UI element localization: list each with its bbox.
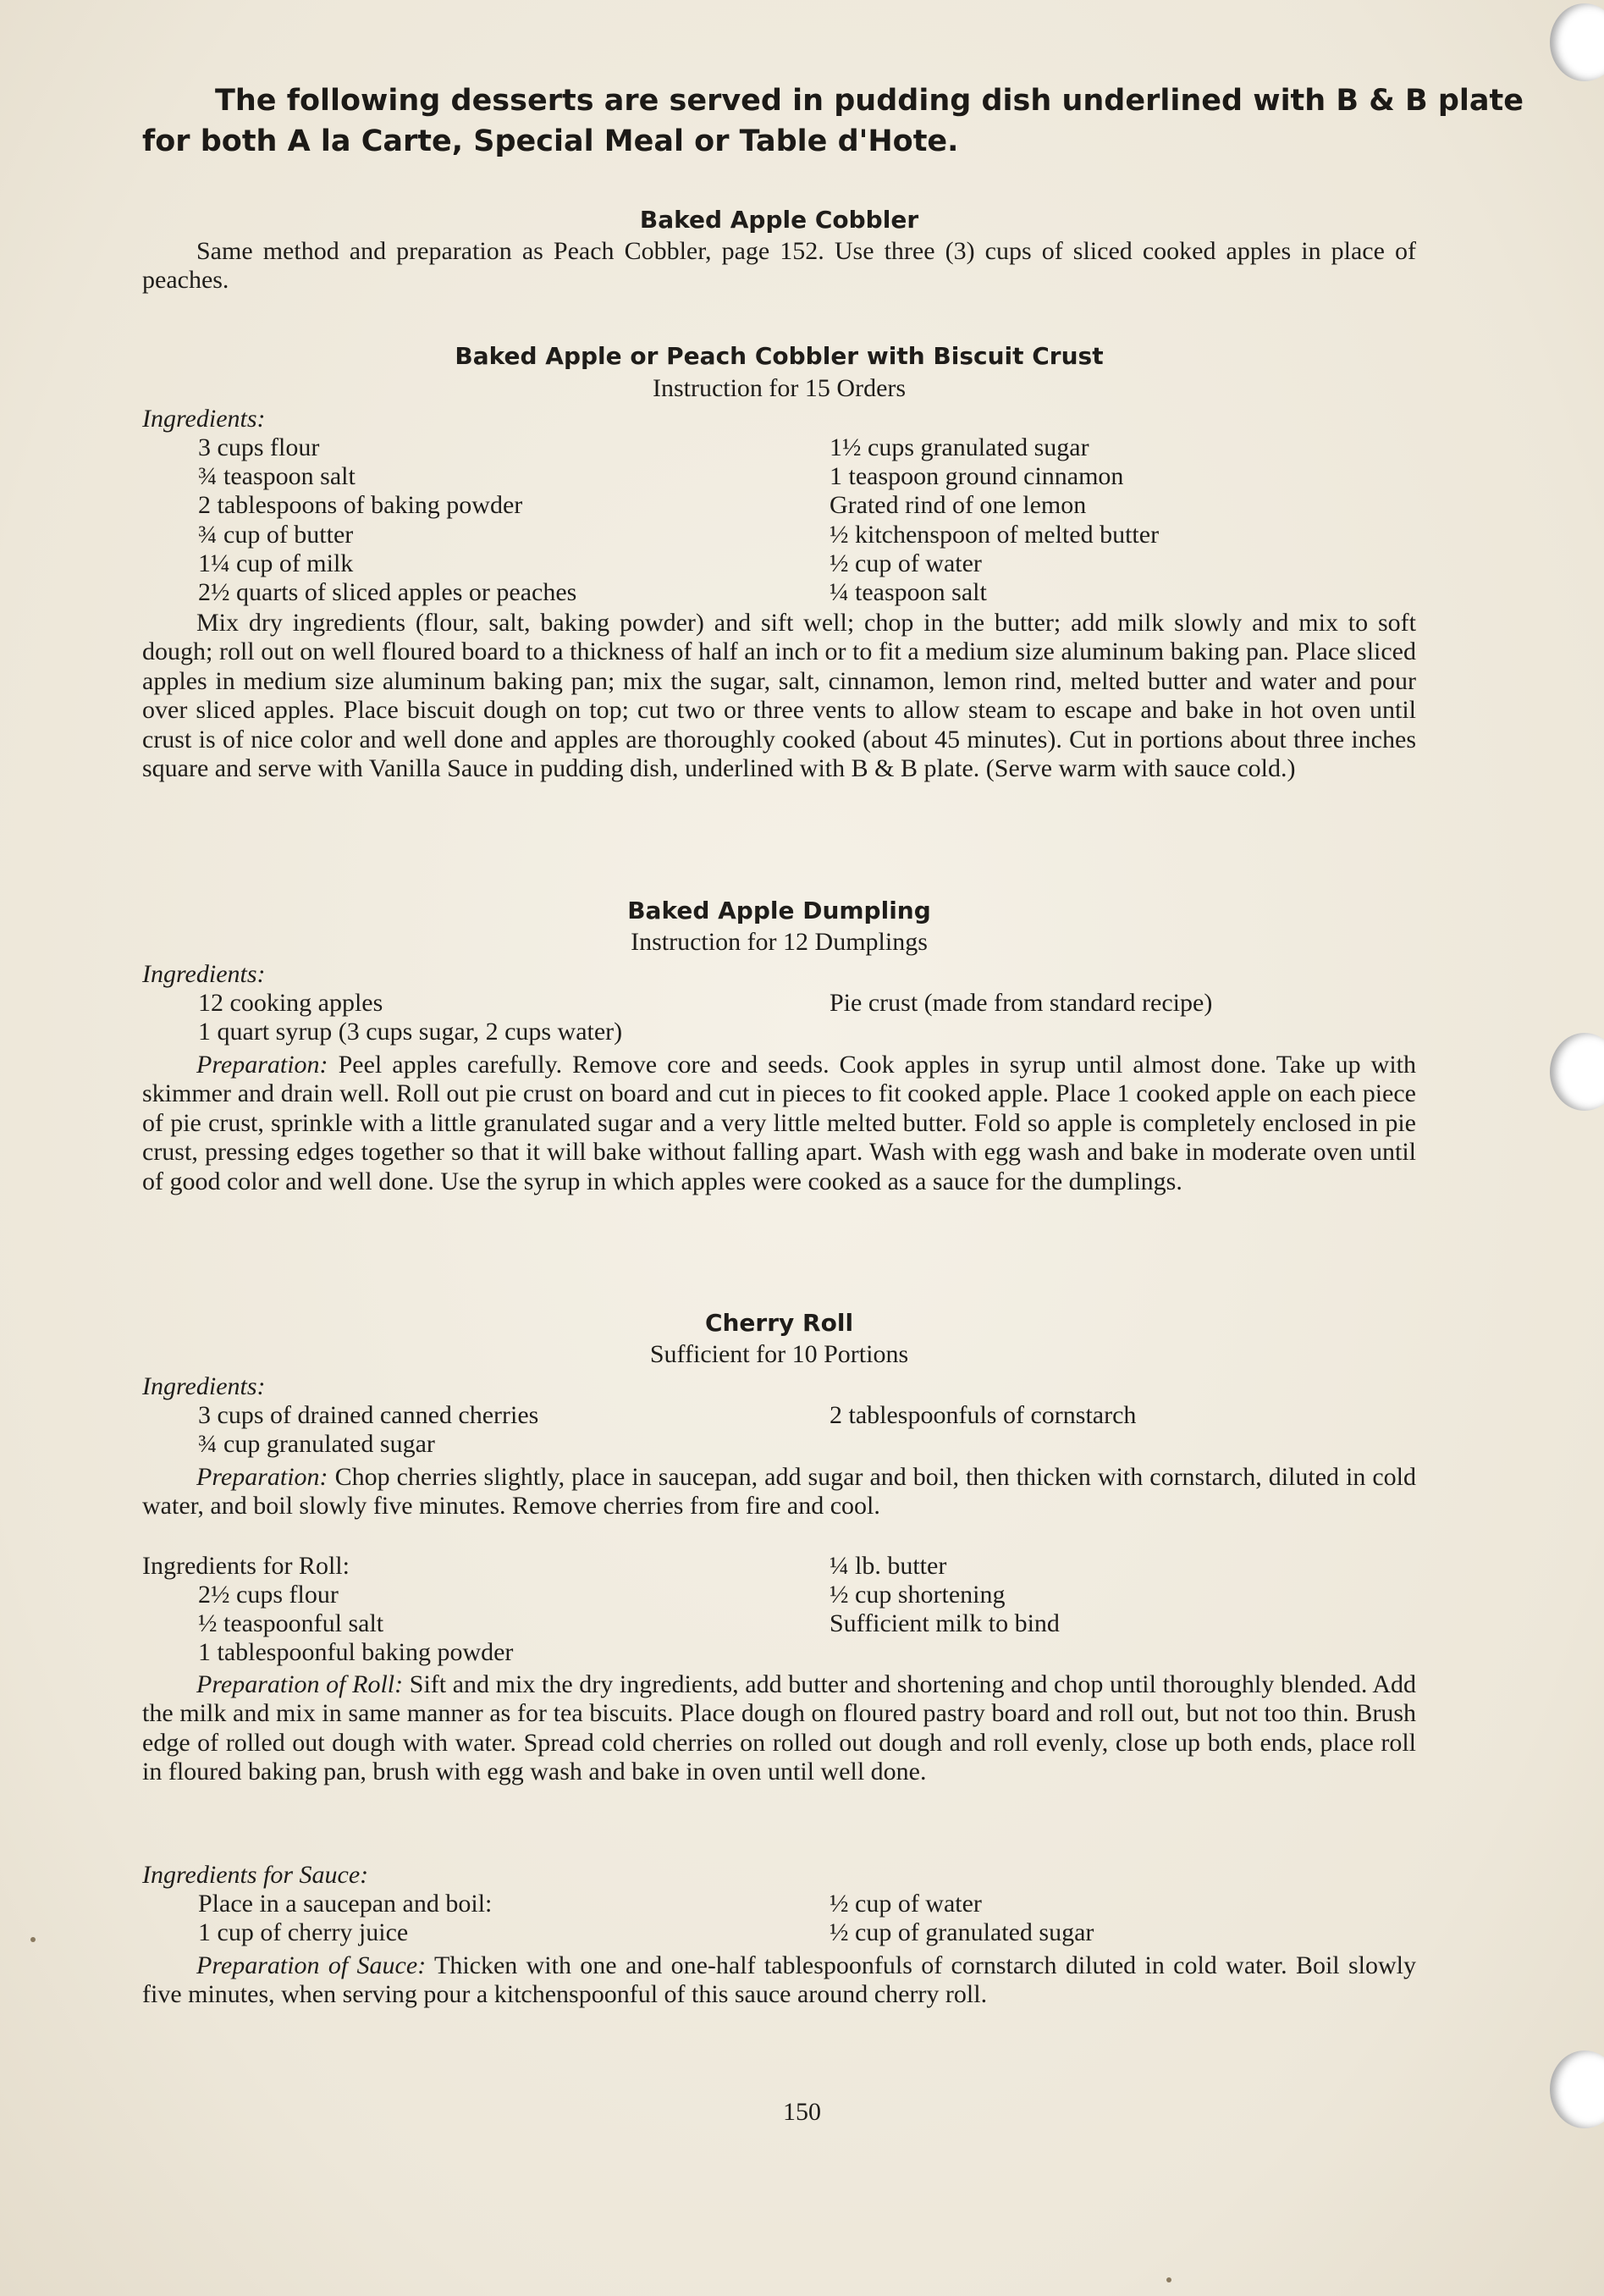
ingredient-item: 2 tablespoonfuls of cornstarch: [830, 1401, 1137, 1429]
ingredient-item: ½ cup of granulated sugar: [830, 1918, 1094, 1947]
ingredient-item: Pie crust (made from standard recipe): [830, 989, 1213, 1017]
ingredient-item: ¾ cup of butter: [198, 520, 354, 549]
roll-ingredients-list-right: [830, 1552, 1060, 1639]
recipe-yield: Instruction for 12 Dumplings: [631, 928, 928, 956]
recipe-title-baked-apple-dumpling: Baked Apple Dumpling: [627, 897, 931, 924]
ingredients-list-left: [198, 433, 576, 607]
recipe-preparation-apple-dumpling: Preparation: Peel apples carefully. Remove core and seeds. Cook apples in syrup until almost done. Take up with skimmer and drain well. Roll out pie crust on board and cut in pieces to fit cooked apple. Place 1 cooked apple on each piece of pie crust, sprinkle with a little granulated sugar and a very little melted butter. Fold so apple is completely enclosed in pie crust, pressing edges together so that it will bake without falling apart. Wash with egg wash and bake in moderate oven until of good color and well done. Use the syrup in which apples were cooked as a sauce for the dumplings.: [142, 1051, 1417, 1195]
ingredient-item: 1½ cups granulated sugar: [830, 433, 1089, 461]
roll-ingredients-label: Ingredients for Roll:: [142, 1552, 350, 1580]
ingredients-list-left: [198, 989, 622, 1046]
ingredients-label: Ingredients:: [142, 405, 266, 433]
ingredient-item: ¼ lb. butter: [830, 1552, 947, 1580]
ingredients-list-left: [198, 1401, 538, 1459]
ingredient-item: 3 cups of drained canned cherries: [198, 1401, 539, 1429]
ingredients-list-right: [830, 433, 1159, 607]
recipe-yield: Instruction for 15 Orders: [652, 374, 907, 402]
recipe-preparation-cherry-filling: Preparation: Chop cherries slightly, place in saucepan, add sugar and boil, then thicken with cornstarch, diluted in cold water, and boil slowly five minutes. Remove cherries from fire and cool.: [142, 1463, 1417, 1521]
sauce-ingredients-list-right: [830, 1890, 1094, 1947]
page-number: 150: [783, 2098, 821, 2126]
ingredients-label: Ingredients:: [142, 960, 266, 988]
ingredient-item: ½ cup of water: [830, 549, 982, 577]
paper-speck: [30, 1937, 36, 1942]
ingredient-item: 1¼ cup of milk: [198, 549, 354, 577]
ingredient-item: 2½ cups flour: [198, 1581, 339, 1609]
recipe-title-biscuit-crust-cobbler: Baked Apple or Peach Cobbler with Biscuit Crust: [455, 342, 1104, 370]
sauce-ingredients-label: Ingredients for Sauce:: [142, 1861, 369, 1889]
recipe-text-baked-apple-cobbler: Same method and preparation as Peach Cobbler, page 152. Use three (3) cups of sliced cooked apples in place of peaches.: [142, 237, 1416, 295]
recipe-title-baked-apple-cobbler: Baked Apple Cobbler: [639, 206, 919, 234]
ingredient-item: 12 cooking apples: [198, 989, 383, 1017]
ingredients-list-right: [830, 989, 1212, 1018]
ingredient-item: 1 cup of cherry juice: [198, 1918, 409, 1947]
ingredient-item: ½ teaspoonful salt: [198, 1609, 384, 1638]
ingredient-item: ½ cup of water: [830, 1890, 982, 1918]
binder-hole: [1550, 3, 1604, 81]
binder-hole: [1550, 1033, 1604, 1111]
ingredients-list-right: [830, 1401, 1136, 1430]
ingredient-item: ¾ cup granulated sugar: [198, 1430, 435, 1459]
ingredient-item: 3 cups flour: [198, 433, 320, 461]
recipe-yield: Sufficient for 10 Portions: [649, 1340, 909, 1368]
ingredient-item: Place in a saucepan and boil:: [198, 1890, 493, 1918]
recipe-preparation-roll: Preparation of Roll: Sift and mix the dry ingredients, add butter and shortening and chop until thoroughly blended. Add the milk and mix in same manner as for tea biscuits. Place dough on floured pastry board and roll out, but not too thin. Brush edge of rolled out dough with water. Spread cold cherries on rolled out dough and roll evenly, close up both ends, place roll in floured baking pan, brush with egg wash and bake in oven until well done.: [142, 1670, 1416, 1786]
ingredients-label: Ingredients:: [142, 1372, 266, 1400]
ingredient-item: 1 teaspoon ground cinnamon: [830, 462, 1124, 491]
ingredient-item: 2 tablespoons of baking powder: [198, 491, 523, 520]
recipe-preparation-sauce: Preparation of Sauce: Thicken with one and one-half tablespoonfuls of cornstarch diluted in cold water. Boil slowly five minutes, when serving pour a kitchenspoonful of this sauce around cherry roll.: [142, 1951, 1416, 2009]
recipe-title-cherry-roll: Cherry Roll: [704, 1309, 854, 1337]
ingredient-item: Sufficient milk to bind: [830, 1609, 1060, 1638]
intro-heading: The following desserts are served in pudding dish underlined with B & B plate for both A la Carte, Special Meal or Table d'Hote.: [142, 84, 1524, 158]
recipe-method-biscuit-crust: Mix dry ingredients (flour, salt, baking powder) and sift well; chop in the butter; add milk slowly and mix to soft dough; roll out on well floured board to a thickness of half an inch or to fit a medium size aluminum baking pan. Place sliced apples in medium size aluminum baking pan; mix the sugar, salt, cinnamon, lemon rind, melted butter and water and pour over sliced apples. Place biscuit dough on top; cut two or three vents to allow steam to escape and bake in hot oven until crust is of nice color and well done and apples are thoroughly cooked (about 45 minutes). Cut in portions about three inches square and serve with Vanilla Sauce in pudding dish, underlined with B & B plate. (Serve warm with sauce cold.): [142, 609, 1416, 783]
ingredient-item: 1 quart syrup (3 cups sugar, 2 cups water): [198, 1018, 623, 1046]
ingredient-item: ¼ teaspoon salt: [830, 577, 987, 606]
ingredient-item: ½ kitchenspoon of melted butter: [830, 520, 1160, 549]
ingredient-item: ½ cup shortening: [830, 1581, 1006, 1609]
ingredient-item: Grated rind of one lemon: [830, 491, 1087, 520]
sauce-ingredients-list-left: [198, 1890, 492, 1947]
ingredient-item: ¾ teaspoon salt: [198, 462, 356, 491]
paper-speck: [1166, 2277, 1171, 2282]
ingredient-item: 2½ quarts of sliced apples or peaches: [198, 577, 577, 606]
roll-ingredients-list-left: [198, 1581, 513, 1668]
ingredient-item: 1 tablespoonful baking powder: [198, 1638, 514, 1667]
